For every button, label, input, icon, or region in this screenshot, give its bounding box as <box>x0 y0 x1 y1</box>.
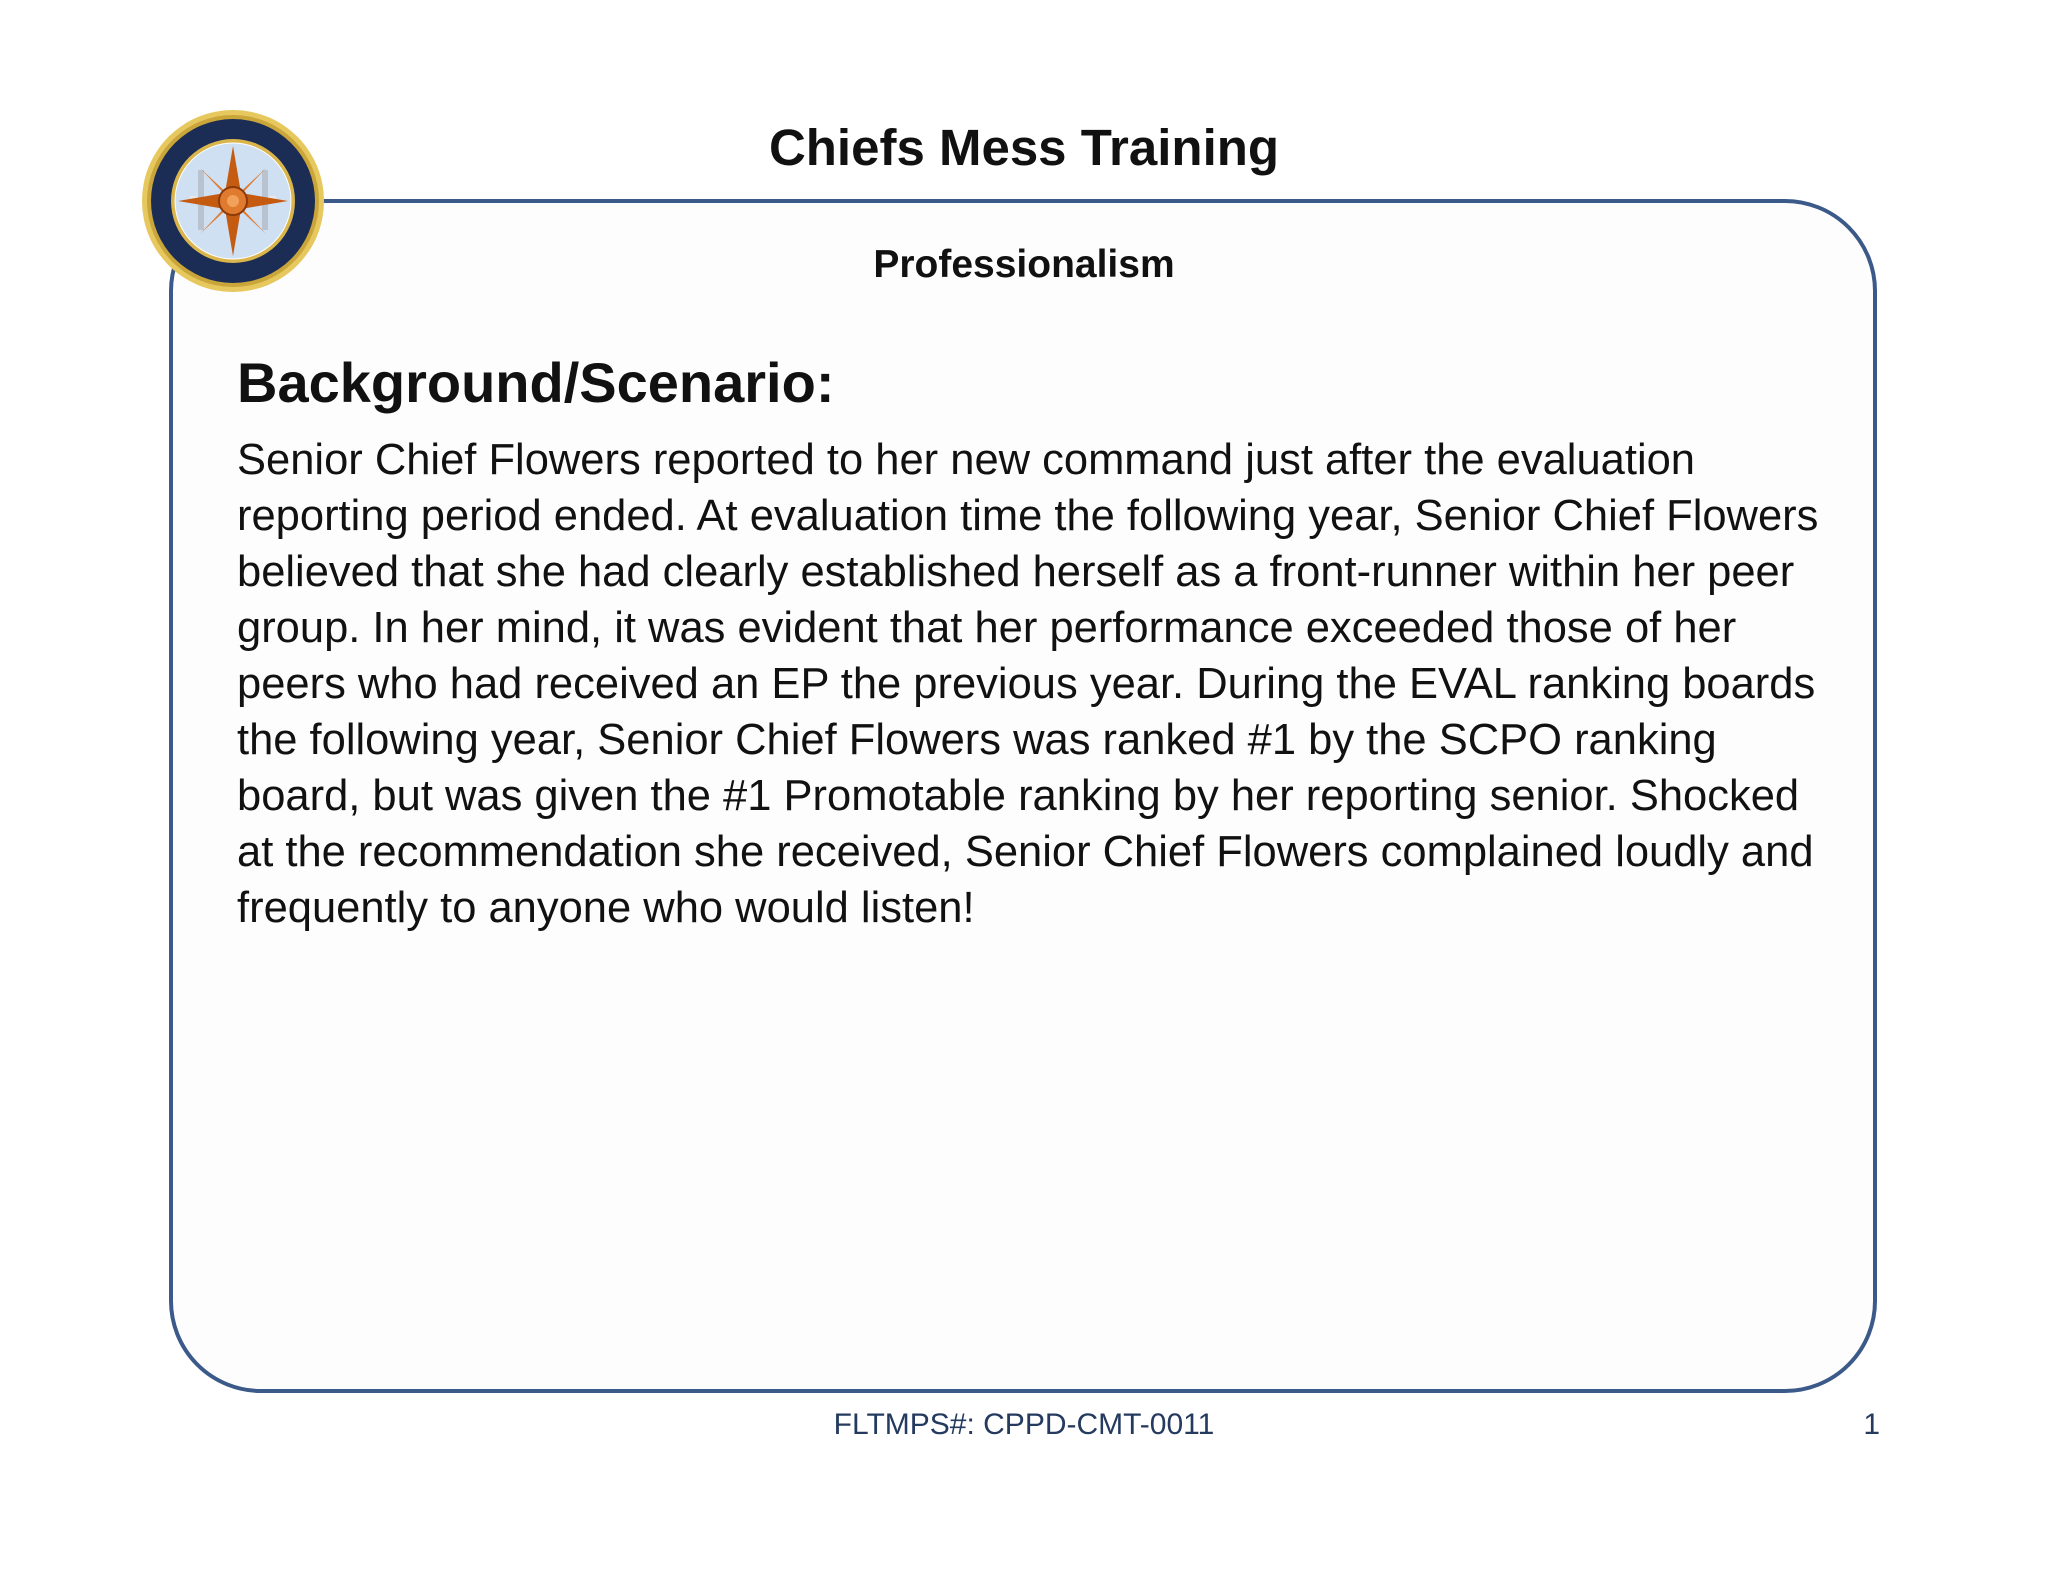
page-title: Chiefs Mess Training <box>768 119 1280 176</box>
page-subtitle: Professionalism <box>873 243 1175 286</box>
scenario-paragraph: Senior Chief Flowers reported to her new command just after the evaluation reporting period ended. At evaluation time the following year, Senior Chief Flowers believed that she had clearly established herself as a front-runner within her peer group. In her mind, it was evident that her performance exceeded those of her peers who had received an EP the previous year. During the EVAL ranking boards the following year, Senior Chief Flowers was ranked #1 by the SCPO ranking board, but was given the #1 Promotable ranking by her reporting senior. Shocked at the recommendation she received, Senior Chief Flowers complained loudly and frequently to anyone who would listen! <box>237 436 1819 932</box>
section-heading: Background/Scenario: <box>237 351 835 414</box>
page-number: 1 <box>1863 1408 1880 1441</box>
footer-code: FLTMPS#: CPPD-CMT-0011 <box>833 1408 1215 1441</box>
